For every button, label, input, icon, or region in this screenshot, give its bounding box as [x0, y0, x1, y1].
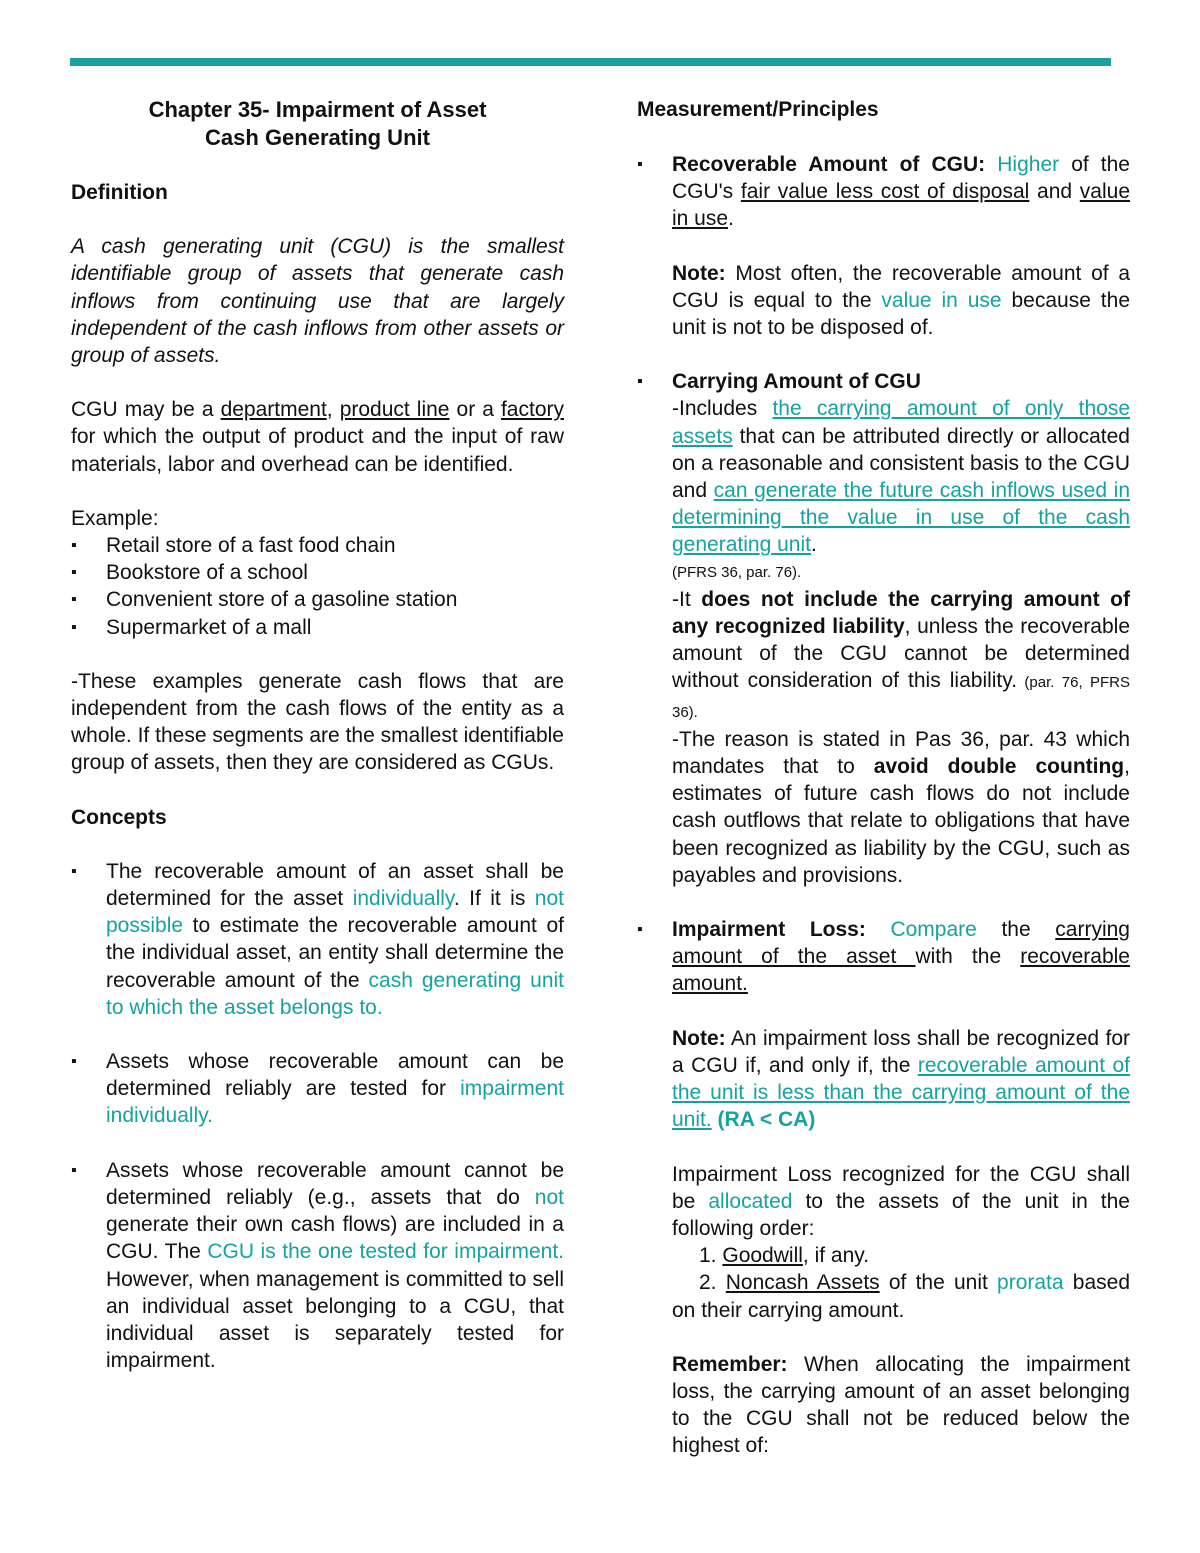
carrying-includes: -Includes the carrying amount of only those assets that can be attributed directly or allocated on a reasonable and consistent basis to the CGU and can generate the future cash inflows used in determining the value in use of the cash generating unit.: [672, 397, 1130, 557]
factory-term: factory: [500, 398, 564, 422]
chapter-subtitle: Cash Generating Unit: [205, 125, 430, 150]
top-rule: [70, 58, 1111, 66]
impairment-loss-item: ▪ Impairment Loss: Compare the carrying amount of the asset with the recoverable amount.: [637, 916, 1130, 998]
concepts-heading: Concepts: [71, 805, 167, 829]
list-item: ▪ Bookstore of a school: [71, 559, 564, 586]
concept-item: ▪ Assets whose recoverable amount cannot be determined reliably (e.g., assets that do not generate their own cash flows) are included in a CGU. The CGU is the one tested for impairment. However, when management is committed to sell an individual asset belonging to a CGU, that individual asset is separately tested for impairment.: [71, 1157, 564, 1375]
examples-note: -These examples generate cash flows that are independent from the cash flows of the entity as a whole. If these segments are the smallest identifiable group of assets, then they are considered as CGUs.: [71, 669, 564, 775]
recoverable-amount-item: ▪ Recoverable Amount of CGU: Higher of the CGU's fair value less cost of disposal and value in use.: [637, 151, 1130, 233]
allocation-item-2: 2. Noncash Assets of the unit prorata based on their carrying amount.: [672, 1271, 1130, 1322]
left-column: [71, 96, 564, 1374]
list-item: ▪ Supermarket of a mall: [71, 614, 564, 641]
product-line-term: product line: [339, 398, 450, 422]
list-item: ▪ Convenient store of a gasoline station: [71, 586, 564, 613]
reference-pfrs: (PFRS 36, par. 76).: [672, 563, 802, 581]
measurement-heading: Measurement/Principles: [637, 98, 879, 121]
allocation-item-1: 1. Goodwill, if any.: [699, 1244, 870, 1268]
list-item: ▪ Retail store of a fast food chain: [71, 532, 564, 559]
chapter-title: Chapter 35- Impairment of Asset: [148, 97, 487, 122]
carrying-amount-heading: ▪ Carrying Amount of CGU: [637, 368, 1130, 395]
cgu-intro: CGU may be a department, product line or a factory for which the output of product and the input of raw materials, labor and overhead can be identified.: [71, 398, 564, 476]
concept-item: ▪ The recoverable amount of an asset shall be determined for the asset individually. If it is not possible to estimate the recoverable amount of the individual asset, an entity shall determine the recoverable amount of the cash generating unit to which the asset belongs to.: [71, 858, 564, 1021]
department-term: department: [220, 398, 327, 422]
definition-text: A cash generating unit (CGU) is the smallest identifiable group of assets that generate cash inflows from continuing use that are largely independent of the cash inflows from other assets or group of assets.: [71, 235, 564, 368]
note-recognition: Note: An impairment loss shall be recognized for a CGU if, and only if, the recoverable amount of the unit is less than the carrying amount of the unit. (RA < CA): [672, 1026, 1130, 1132]
definition-heading: Definition: [71, 181, 168, 204]
remember-note: Remember: When allocating the impairment loss, the carrying amount of an asset belonging to the CGU shall not be reduced below the highest of:: [672, 1352, 1130, 1458]
example-label: Example:: [71, 506, 159, 530]
note-value-in-use: Note: Most often, the recoverable amount of a CGU is equal to the value in use because the unit is not to be disposed of.: [672, 261, 1130, 340]
right-column: [637, 96, 1130, 1460]
carrying-reason: -The reason is stated in Pas 36, par. 43 which mandates that to avoid double counting, estimates of future cash flows do not include cash outflows that relate to obligations that have been recognized as liability by the CGU, such as payables and provisions.: [672, 727, 1130, 887]
carrying-liability: -It does not include the carrying amount of any recognized liability, unless the recoverable amount of the CGU cannot be determined without consideration of this liability. (par. 76, PFRS 36).: [672, 587, 1131, 721]
allocation-text: Impairment Loss recognized for the CGU shall be allocated to the assets of the unit in the following order:: [672, 1162, 1130, 1240]
concept-item: ▪ Assets whose recoverable amount can be determined reliably are tested for impairment individually.: [71, 1048, 564, 1130]
